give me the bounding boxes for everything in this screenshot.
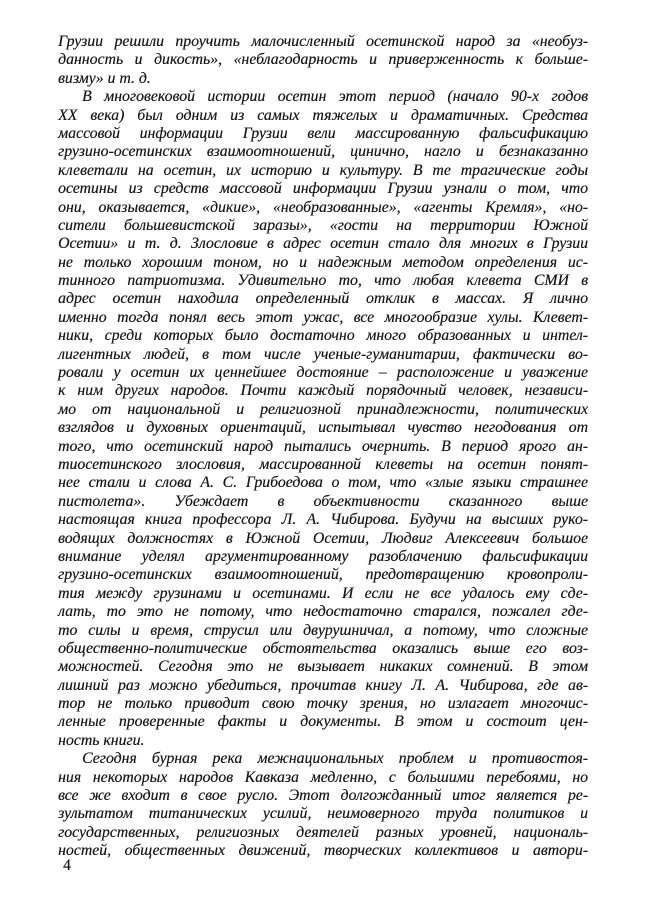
text-line: тиосетинского злословия, массированной клеветы на осетин понят- bbox=[58, 455, 588, 473]
text-line: тия между грузинами и осетинами. И если не все удалось ему сде- bbox=[58, 584, 588, 602]
text-line: ностей, общественных движений, творческих коллективов и автори- bbox=[58, 842, 588, 860]
text-line: грузино-осетинских взаимоотношений, предотвращению кровопроли- bbox=[58, 566, 588, 584]
text-line: государственных, религиозных деятелей разных уровней, националь- bbox=[58, 823, 588, 841]
text-line: сители большевистской заразы», «гости на территории Южной bbox=[58, 216, 588, 234]
text-line: ния некоторых народов Кавказа медленно, с большими перебоями, но bbox=[58, 768, 588, 786]
text-line: Сегодня бурная река межнациональных проблем и противостоя- bbox=[82, 750, 588, 768]
text-line: они, оказывается, «дикие», «необразованные», «агенты Кремля», «но- bbox=[58, 198, 588, 216]
text-line: ленные проверенные факты и документы. В этом и состоит цен- bbox=[58, 713, 588, 731]
text-line: того, что осетинский народ пытались очернить. В период ярого ан- bbox=[58, 437, 588, 455]
text-line: пистолета». Убеждает в объективности сказанного выше bbox=[58, 492, 588, 510]
text-line: то силы и время, струсил или двурушничал, а потому, что сложные bbox=[58, 621, 588, 639]
text-line: Осетии» и т. д. Злословие в адрес осетин стало для многих в Грузии bbox=[58, 235, 588, 253]
text-line: В многовековой истории осетин этот период (начало 90-х годов bbox=[82, 88, 588, 106]
text-line: ровали у осетин их ценнейшее достояние – расположение и уважение bbox=[58, 364, 588, 382]
text-line: ники, среди которых было достаточно много образованных и интел- bbox=[58, 327, 588, 345]
text-line: грузино-осетинских взаимоотношений, цинично, нагло и безнаказанно bbox=[58, 143, 588, 161]
text-line: XX века) был одним из самых тяжелых и драматичных. Средства bbox=[58, 106, 588, 124]
text-line: к ним других народов. Почти каждый порядочный человек, независи- bbox=[58, 382, 588, 400]
text-line: осетины из средств массовой информации Грузии узнали о том, что bbox=[58, 180, 588, 198]
text-line: адрес осетин находила определенный отклик в массах. Я лично bbox=[58, 290, 588, 308]
page-text bbox=[58, 33, 588, 861]
text-line: ность книги. bbox=[58, 731, 145, 749]
text-line: Грузии решили проучить малочисленный осетинской народ за «необуз- bbox=[58, 33, 588, 50]
text-line: нее стали и слова А. С. Грибоедова о том, что «злые языки страшнее bbox=[58, 474, 588, 492]
text-line: тинного патриотизма. Удивительно то, что любая клевета СМИ в bbox=[58, 272, 588, 290]
text-line: клеветали на осетин, их историю и культуру. В те трагические годы bbox=[58, 161, 588, 179]
text-line: лишний раз можно убедиться, прочитав книгу Л. А. Чибирова, где ав- bbox=[58, 676, 588, 694]
text-line: тор не только приводит свою точку зрения, но излагает многочис- bbox=[58, 695, 588, 713]
text-line: зультатом титанических усилий, неимоверного труда политиков и bbox=[58, 805, 588, 823]
text-line: мо от национальной и религиозной принадлежности, политических bbox=[58, 400, 588, 418]
text-line: взглядов и духовных ориентаций, испытывал чувство негодования от bbox=[58, 419, 588, 437]
text-line: визму» и т. д. bbox=[58, 69, 151, 87]
page-number: 4 bbox=[63, 857, 71, 874]
text-line: массовой информации Грузии вели массированную фальсификацию bbox=[58, 124, 588, 142]
text-line: все же входит в свое русло. Этот долгожданный итог является ре- bbox=[58, 787, 588, 805]
text-line: общественно-политические обстоятельства оказались выше его воз- bbox=[58, 639, 588, 657]
text-line: лигентных людей, в том числе ученые-гуманитарии, фактически во- bbox=[58, 345, 588, 363]
text-line: данность и дикость», «неблагодарность и приверженность к больше- bbox=[58, 51, 588, 69]
text-line: не только хорошим тоном, но и надежным методом определения ис- bbox=[58, 253, 588, 271]
text-line: можностей. Сегодня это не вызывает никаких сомнений. В этом bbox=[58, 658, 588, 676]
text-line: настоящая книга профессора Л. А. Чибирова. Будучи на высших руко- bbox=[58, 511, 588, 529]
text-line: водящих должностях в Южной Осетии, Людвиг Алексеевич большое bbox=[58, 529, 588, 547]
text-line: лать, то это не потому, что недостаточно старался, пожалел где- bbox=[58, 603, 588, 621]
text-line: внимание уделял аргументированному разоблачению фальсификации bbox=[58, 547, 588, 565]
text-line: именно тогда понял весь этот ужас, все многообразие хулы. Клевет- bbox=[58, 308, 588, 326]
